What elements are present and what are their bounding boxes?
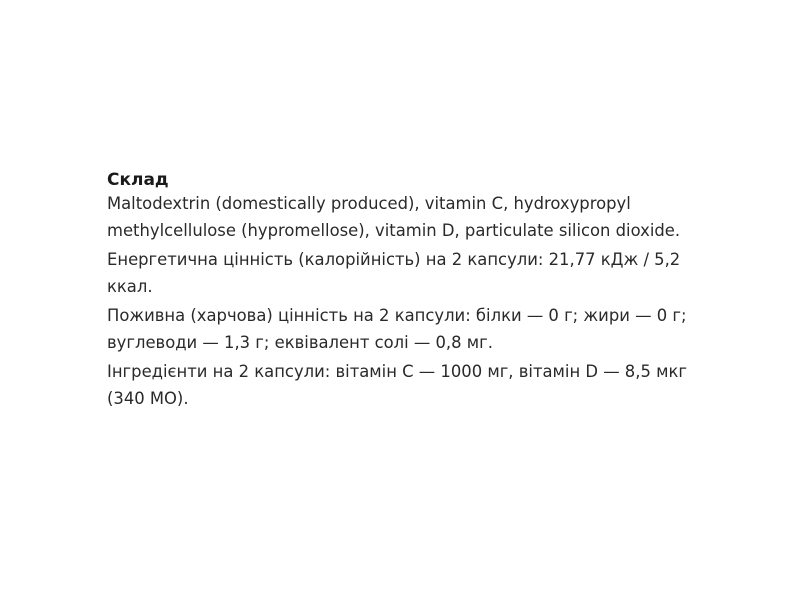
nutritional-value-text: Поживна (харчова) цінність на 2 капсули: білки — 0 г; жири — 0 г; вуглеводи — 1,3 г; еквівалент солі — 0,8 мг.	[107, 306, 687, 352]
ingredients-per-dose-text: Інгредієнти на 2 капсули: вітамін С — 1000 мг, вітамін D — 8,5 мкг (340 МО).	[107, 362, 687, 408]
energy-value-text: Енергетична цінність (калорійність) на 2 капсули: 21,77 кДж / 5,2 ккал.	[107, 250, 681, 296]
ingredients-text: Maltodextrin (domestically produced), vitamin C, hydroxypropyl methylcellulose (hypromellose), vitamin D, particulate silicon dioxide.	[107, 194, 681, 240]
composition-section	[107, 170, 707, 415]
composition-heading: Склад	[107, 170, 169, 190]
